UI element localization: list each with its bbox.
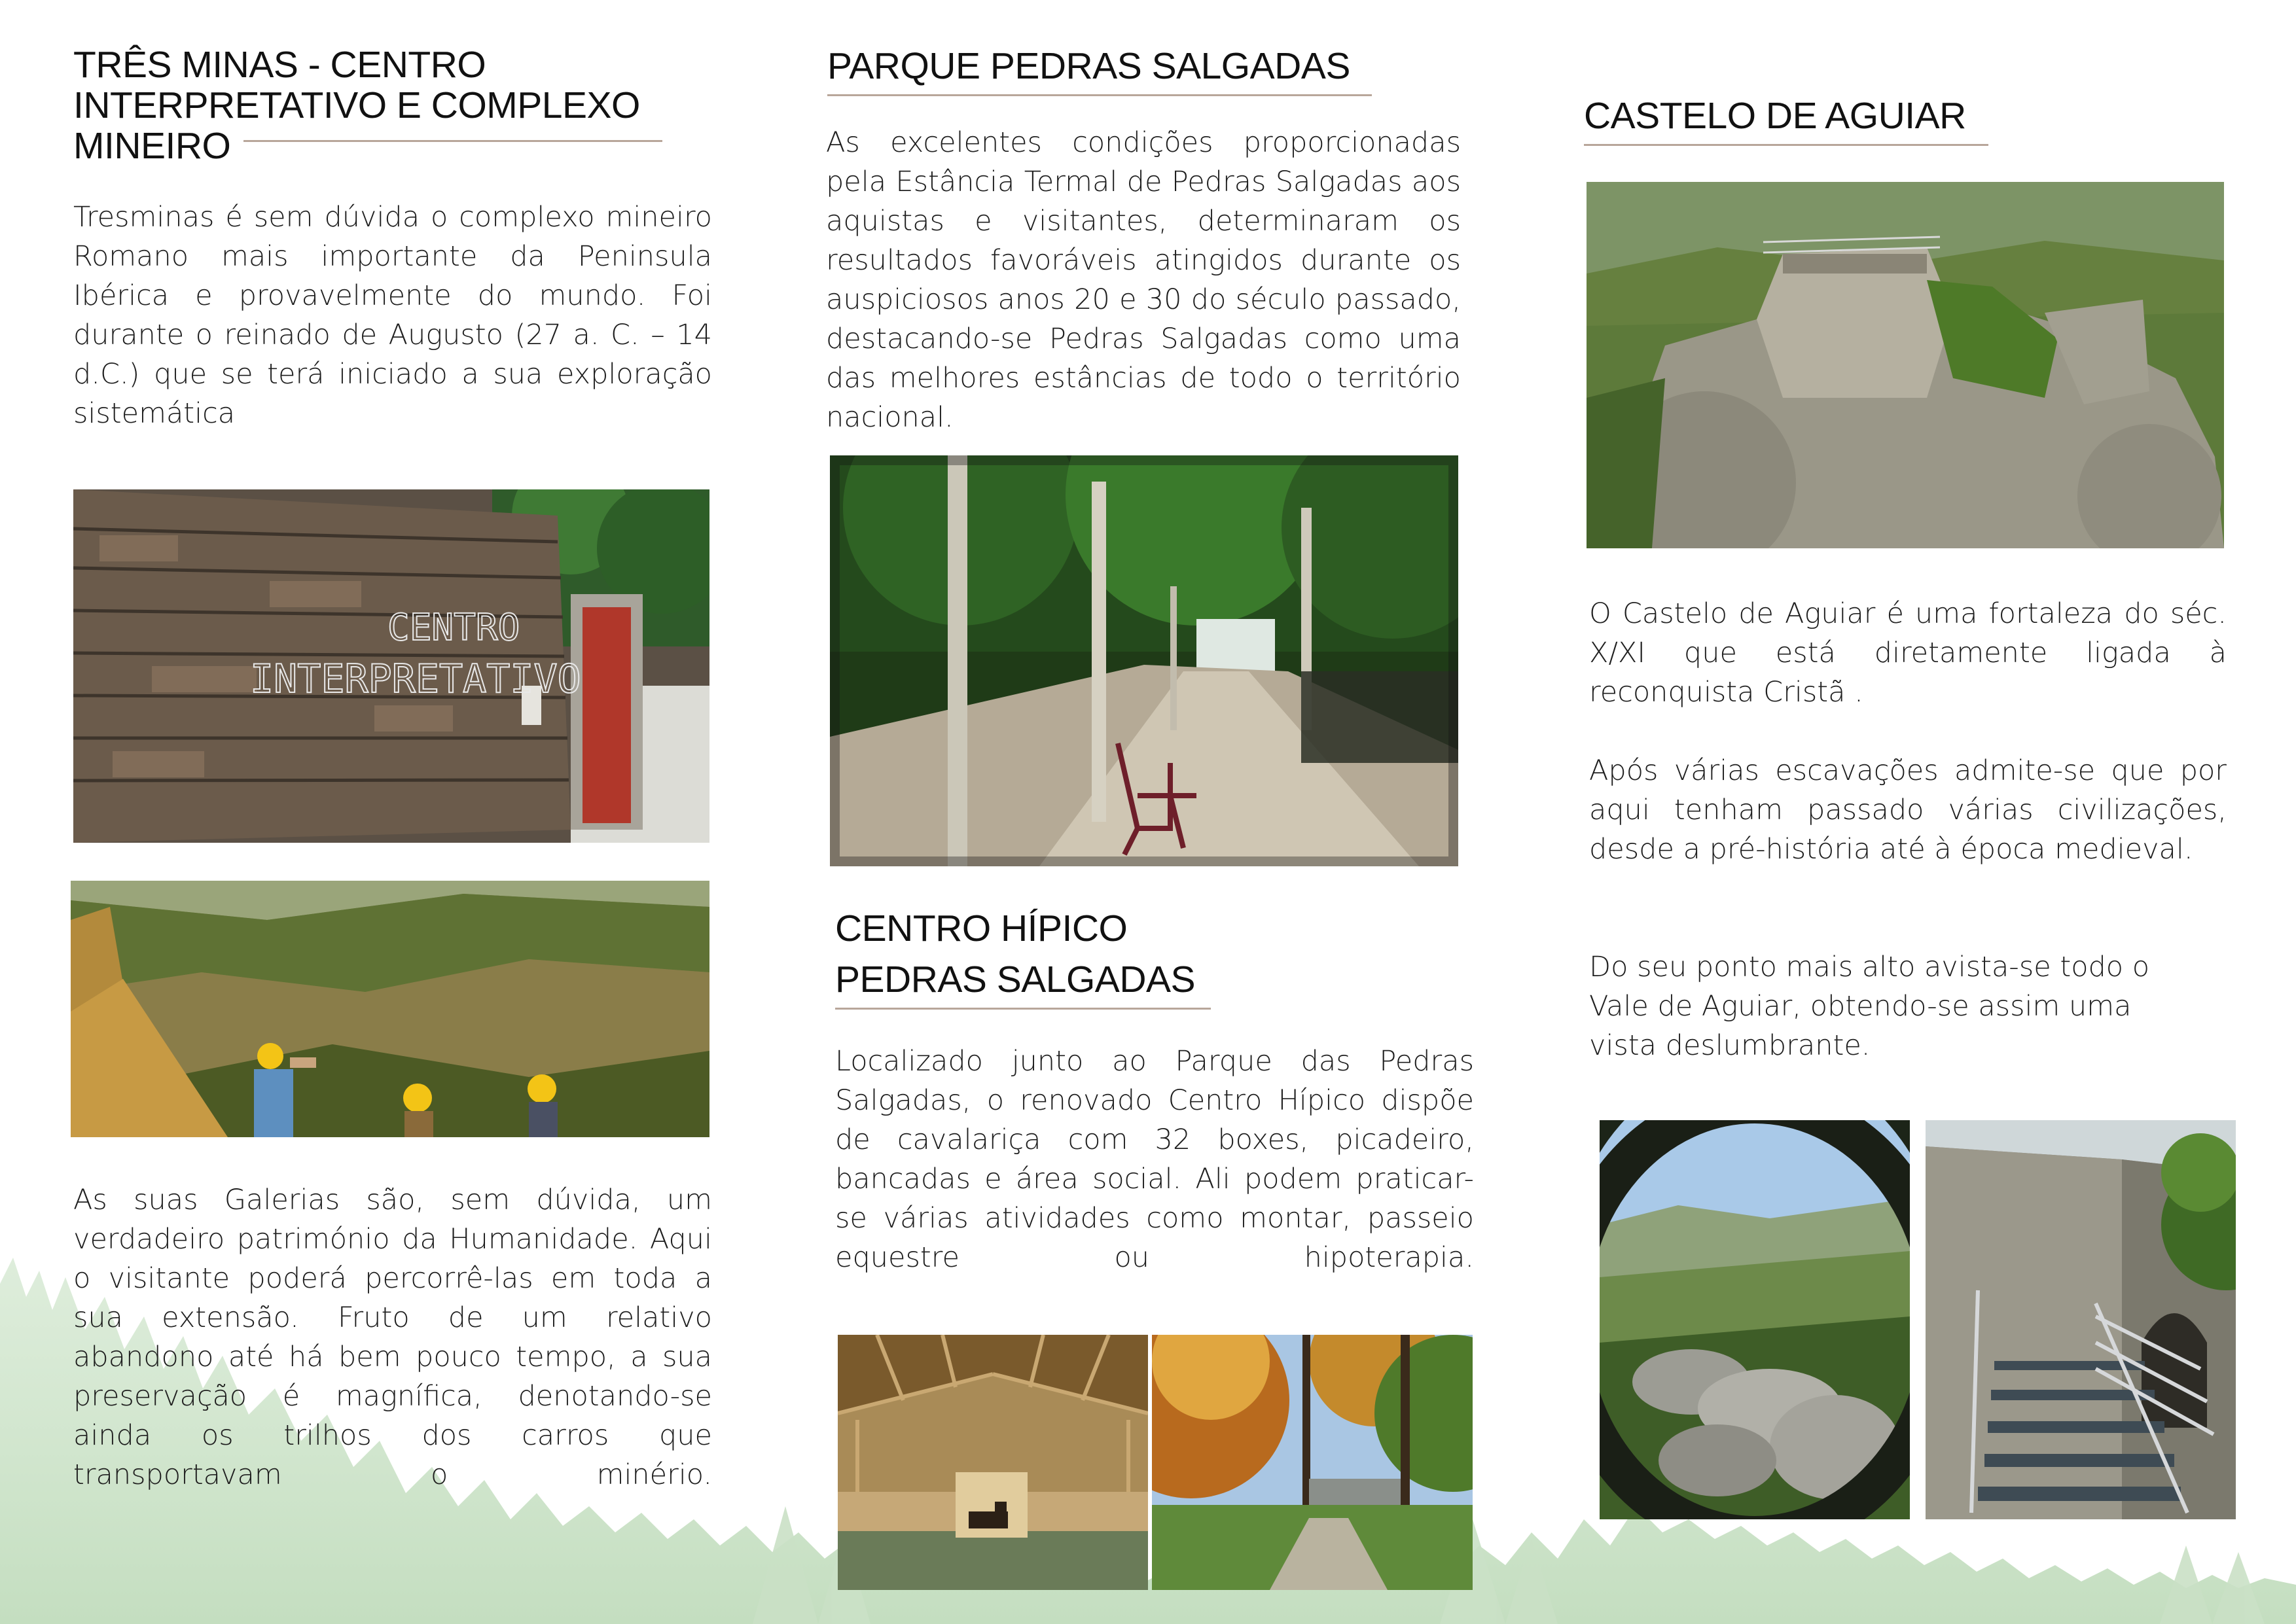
tres-minas-galerias-text: As suas Galerias são, sem dúvida, um verdadeiro património da Humanidade. Aqui o visitante poderá percorrê-las em toda a sua extensão. Fruto de um relativo abandono até há bem pouco tempo, a sua preservação é magnífica, denotando-se ainda os trilhos dos carros que transportavam o minério. <box>73 1184 712 1491</box>
sign-text-centro: CENTRO <box>387 607 520 649</box>
castelo-aguiar-photo <box>1587 182 2224 548</box>
castelo-paragraph-2: Após várias escavações admite-se que por aqui tenham passado várias civilizações, desde a pré-história até à época medieval. <box>1589 754 2227 866</box>
hipico-description-text: Localizado junto ao Parque das Pedras Salgadas, o renovado Centro Hípico dispõe de cavalariça com 32 boxes, picadeiro, bancadas e área social. Ali podem praticar-se várias atividades como montar, passeio equestre ou hipoterapia. <box>835 1045 1474 1274</box>
parque-description-text: As excelentes condições proporcionadas pela Estância Termal de Pedras Salgadas aos aquistas e visitantes, determinaram os resultados favoráveis atingidos durante os auspiciosos anos 20 e 30 do século passado, destacando-se Pedras Salgadas como uma das melhores estâncias de todo o território nacional. <box>826 126 1461 434</box>
centro-interpretativo-photo <box>73 489 709 843</box>
tres-minas-title-rule <box>243 140 662 142</box>
parque-pedras-salgadas-title: PARQUE PEDRAS SALGADAS <box>827 45 1350 87</box>
hipico-title-rule <box>835 1008 1211 1010</box>
castelo-paragraph-1: O Castelo de Aguiar é uma fortaleza do séc. X/XI que está diretamente ligada à reconquista Cristã . <box>1589 597 2227 709</box>
centro-hipico-title: CENTRO HÍPICO PEDRAS SALGADAS <box>835 908 1196 1000</box>
castelo-paragraph-3: Do seu ponto mais alto avista-se todo o Vale de Aguiar, obtendo-se assim uma vista deslumbrante. <box>1589 951 2150 1062</box>
mountain-hikers-photo <box>71 881 709 1137</box>
picadeiro-indoor-arena-photo <box>838 1335 1148 1590</box>
castelo-stairs-photo <box>1926 1120 2236 1519</box>
castelo-de-aguiar-title: CASTELO DE AGUIAR <box>1584 95 1966 137</box>
vale-de-aguiar-view-photo <box>1600 1120 1910 1519</box>
autumn-tree-path-photo <box>1152 1335 1473 1590</box>
tres-minas-title: TRÊS MINAS - CENTRO INTERPRETATIVO E COMPLEXO MINEIRO <box>73 44 640 167</box>
parque-title-rule <box>827 94 1372 96</box>
sign-text-interpretativo: INTERPRETATIVO <box>250 656 581 702</box>
parque-avenue-photo <box>830 455 1458 866</box>
castelo-title-rule <box>1584 144 1988 146</box>
tres-minas-intro-text: Tresminas é sem dúvida o complexo mineiro Romano mais importante da Peninsula Ibérica e provavelmente do mundo. Foi durante o reinado de Augusto (27 a. C. – 14 d.C.) que se terá iniciado a sua exploração sistemática <box>73 201 712 430</box>
